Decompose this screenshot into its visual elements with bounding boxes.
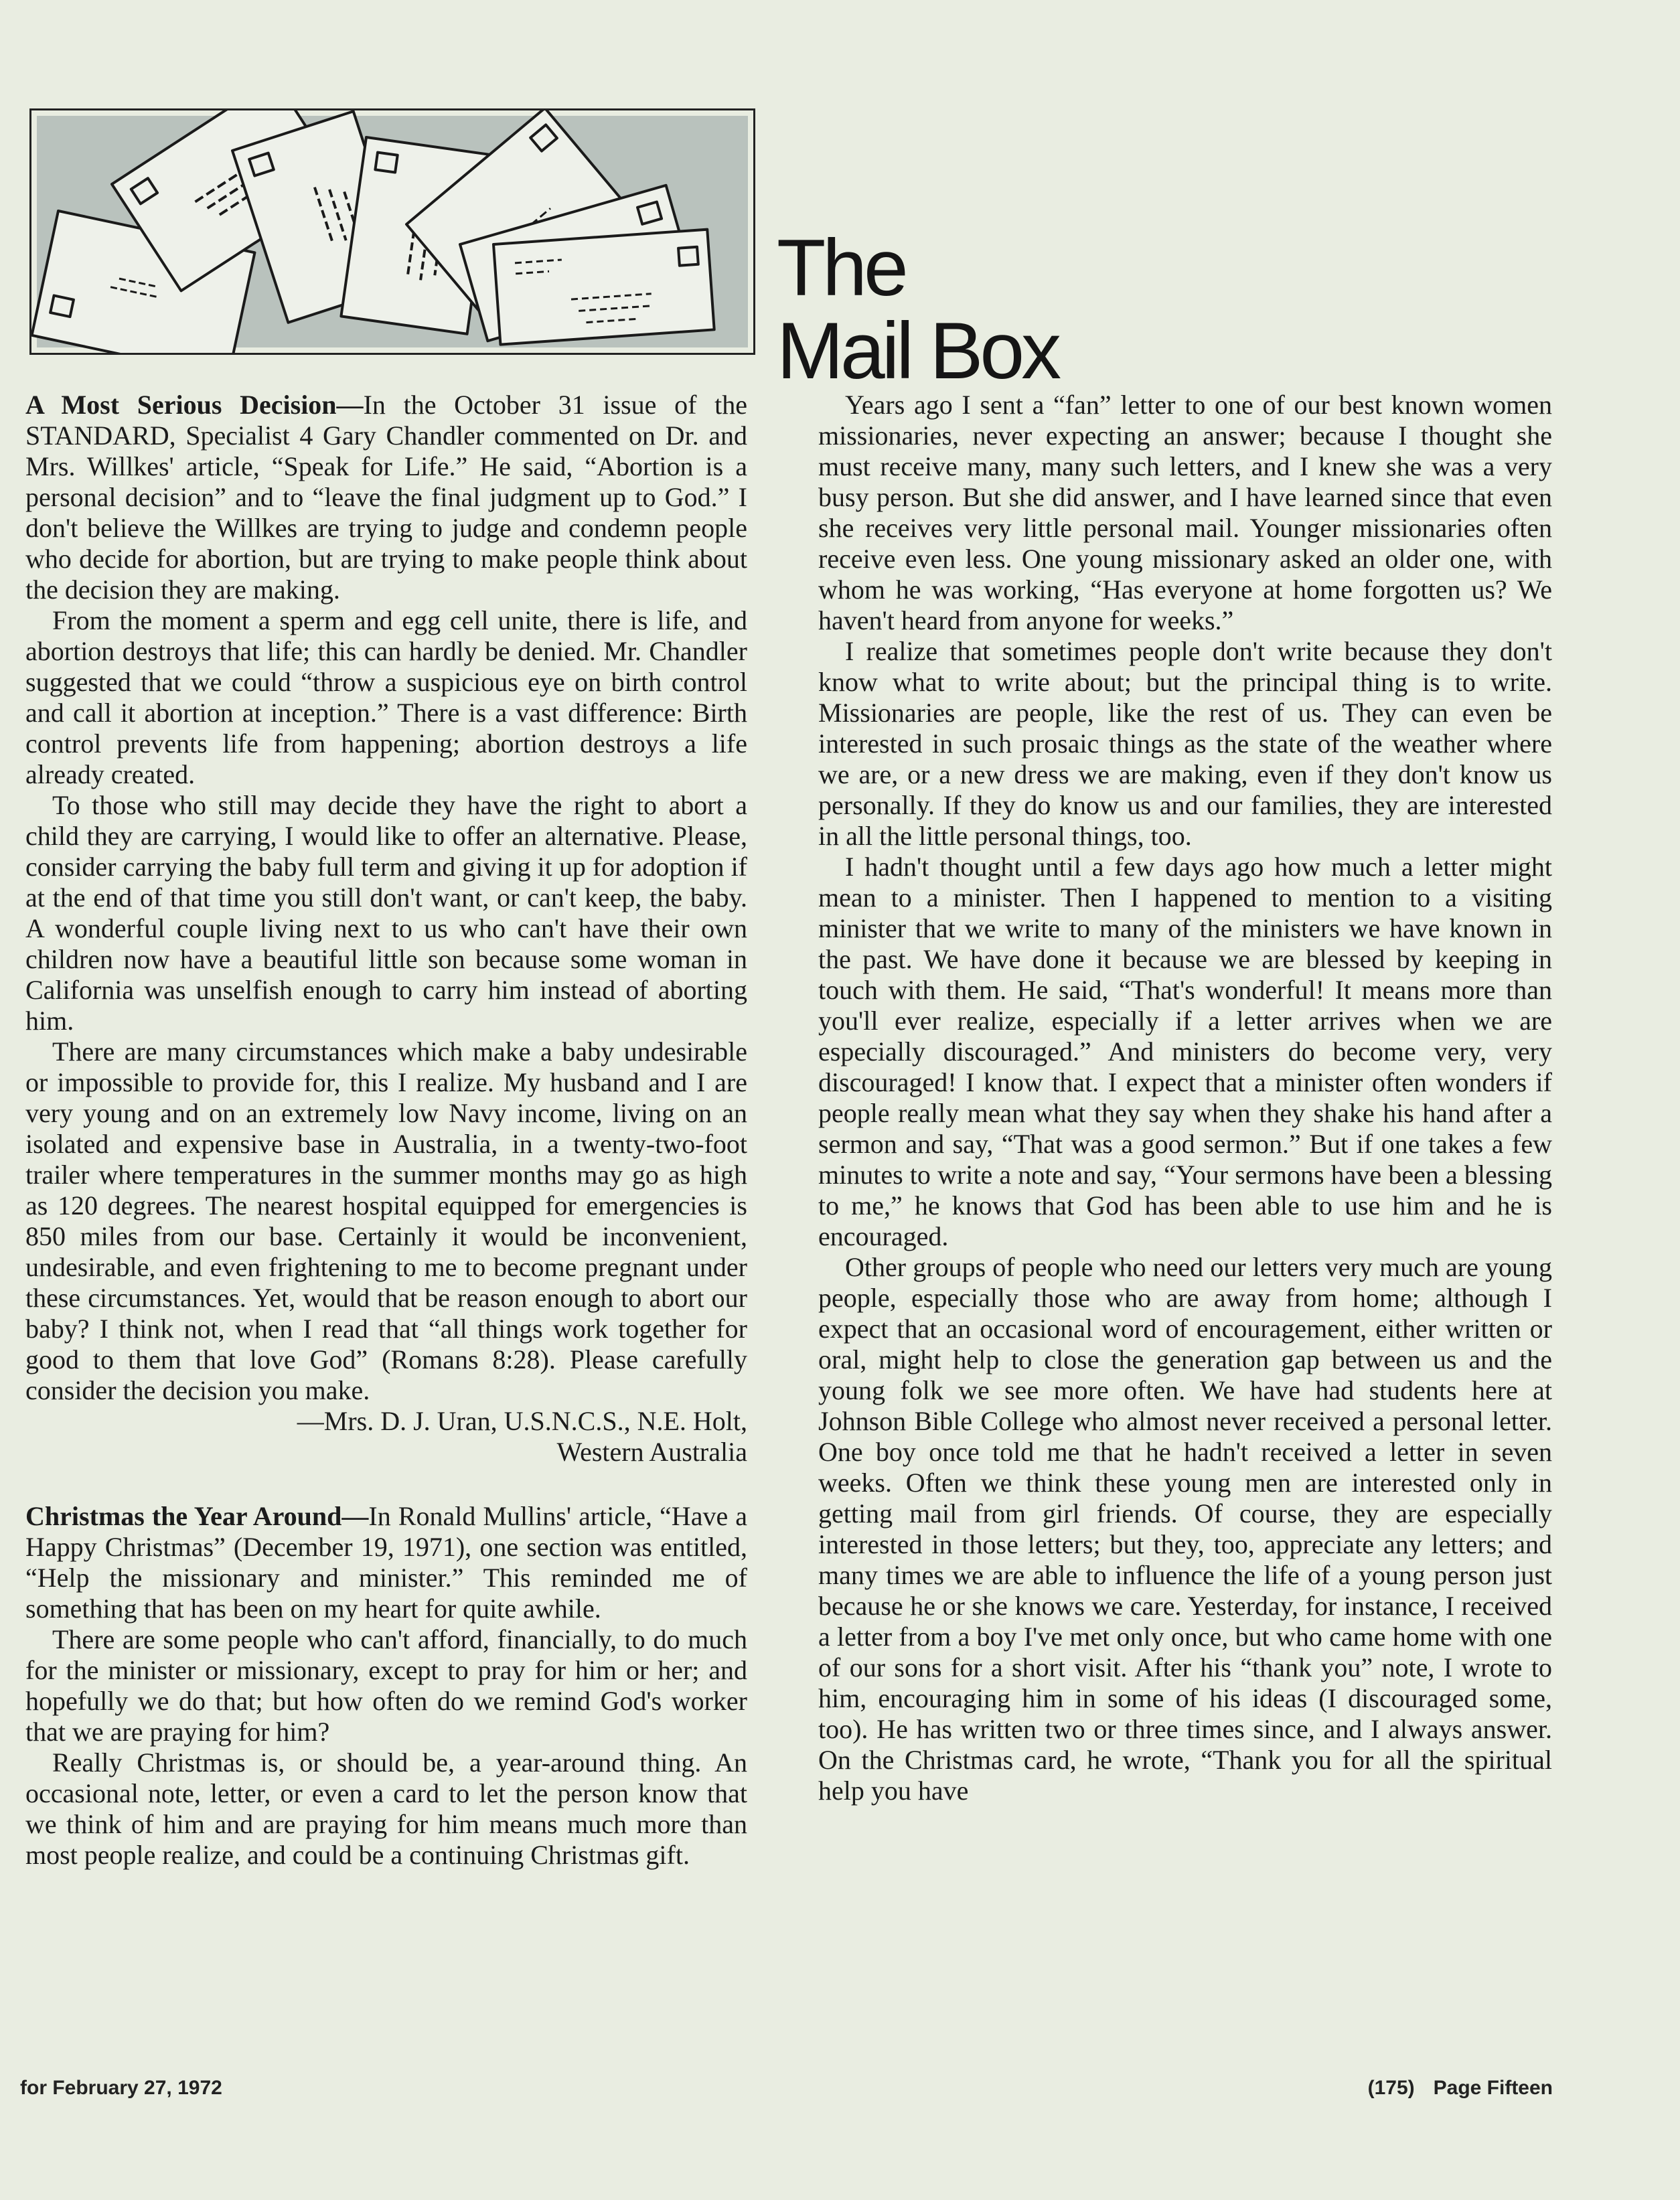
letter-1-paragraph-4: There are many circumstances which make a baby undesirable or impossible to provide for, this I realize. My husband and I are very young and on an extremely low Navy income, living on an isolated and expensive base in Australia, in a twenty-two-foot trailer where temperatures in the summer months may go as high as 120 degrees. The nearest hospital equipped for emergencies is 850 miles from our base. Certainly it would be inconvenient, undesirable, and even frightening to me to become pregnant under these circumstances. Yet, would that be reason enough to abort our baby? I think not, when I read that “all things work together for good to them that love God” (Romans 8:28). Please carefully consider the decision you make.	[25, 1036, 747, 1405]
footer-page-label: Page Fifteen	[1433, 2077, 1553, 2099]
letter-1-signature-line-1: —Mrs. D. J. Uran, U.S.N.C.S., N.E. Holt,	[297, 1406, 747, 1436]
letter-2-paragraph-1-text: In Ronald Mullins' article, “Have a Happy Christmas” (December 19, 1971), one section was entitled, “Help the missionary and minister.” This reminded me of something that has been on my heart for quite awhile.	[25, 1501, 747, 1624]
section-title	[777, 223, 1178, 396]
footer-page	[1349, 2077, 1553, 2100]
letter-2-paragraph-4: Years ago I sent a “fan” letter to one of our best known women missionaries, never expecting an answer; because I thought she must receive many, many such letters, and I knew she was a very busy person. But she did answer, and I have learned since that even she receives very little personal mail. Younger missionaries often receive even less. One young missionary asked an older one, with whom he was working, “Has everyone at home forgotten us? We haven't heard from anyone for weeks.”	[818, 390, 1552, 635]
title-line-1: The	[777, 223, 905, 313]
letter-separator	[25, 1468, 747, 1501]
letter-2-paragraph-1	[25, 1501, 747, 1624]
letter-1-signature-line-2: Western Australia	[556, 1437, 747, 1467]
letter-2-paragraph-2: There are some people who can't afford, financially, to do much for the minister or missionary, except to pray for him or her; and hopefully we do that; but how often do we remind God's worker that we are praying for him?	[25, 1624, 747, 1747]
envelopes-illustration	[29, 108, 755, 355]
letter-2-paragraph-5: I realize that sometimes people don't write because they don't know what to write about; but the principal thing is to write. Missionaries are people, like the rest of us. They can even be interested in such prosaic things as the state of the weather where we are, or a new dress we are making, even if they don't know us personally. If they do know us and our families, they are interested in all the little personal things, too.	[818, 636, 1552, 851]
letter-2-paragraph-6: I hadn't thought until a few days ago how much a letter might mean to a minister. Then I happened to mention to a visiting minister that we write to many of the ministers we have known in the past. We have done it because we are blessed by keeping in touch with them. He said, “That's wonderful! It means more than you'll ever realize, especially if a letter arrives when we are especially discouraged.” And ministers do become very, very discouraged! I know that. I expect that a minister often wonders if people really mean what they say when they shake his hand after a sermon and say, “That was a good sermon.” But if one takes a few minutes to write a note and say, “Your sermons have been a blessing to me,” he knows that God has been able to use him and he is encouraged.	[818, 852, 1552, 1251]
envelopes-drawing	[31, 110, 753, 353]
letter-1-paragraph-2: From the moment a sperm and egg cell unite, there is life, and abortion destroys that life; this can hardly be denied. Mr. Chandler suggested that we could “throw a suspicious eye on birth control and call it abortion at inception.” There is a vast difference: Birth control prevents life from happening; abortion destroys a life already created.	[25, 605, 747, 789]
letter-2-paragraph-7: Other groups of people who need our letters very much are young people, especially those who are away from home; although I expect that an occasional word of encouragement, either written or oral, might help to close the generation gap between us and the young folk we see more often. We have had students here at Johnson Bible College who almost never received a personal letter. One boy once told me that he hadn't received a letter in seven weeks. Often we think these young men are interested only in getting mail from girl friends. Of course, they are especially interested in those letters; but they, too, appreciate any letters; and many times we are able to influence the life of a young person just because he or she knows we care. Yesterday, for instance, I received a letter from a boy I've met only once, but who came home with one of our sons for a short visit. After his “thank you” note, I wrote to him, encouraging him in some of his ideas (I discouraged some, too). He has written two or three times since, and I always answer. On the Christmas card, he wrote, “Thank you for all the spiritual help you have	[818, 1252, 1552, 1806]
right-column	[818, 390, 1552, 1806]
letter-1-heading: A Most Serious Decision—	[25, 390, 364, 420]
letter-1-signature	[25, 1406, 747, 1468]
letter-2-paragraph-3: Really Christmas is, or should be, a year-around thing. An occasional note, letter, or even a card to let the person know that we think of him and are praying for him means much more than most people realize, and could be a continuing Christmas gift.	[25, 1747, 747, 1870]
title-line-2: Mail Box	[777, 306, 1059, 396]
letter-1-paragraph-1-text: In the October 31 issue of the STANDARD, Specialist 4 Gary Chandler commented on Dr. and Mrs. Willkes' article, “Speak for Life.” He said, “Abortion is a personal decision” and to “leave the final judgment up to God.” I don't believe the Willkes are trying to judge and condemn people who decide for abortion, but are trying to make people think about the decision they are making.	[25, 390, 748, 605]
letter-1-paragraph-3: To those who still may decide they have the right to abort a child they are carrying, I would like to offer an alternative. Please, consider carrying the baby full term and giving it up for adoption if at the end of that time you still don't want, or can't keep, the baby. A wonderful couple living next to us who can't have their own children now have a beautiful little son because some woman in California was unselfish enough to carry him instead of aborting him.	[25, 790, 747, 1036]
footer-date: for February 27, 1972	[20, 2077, 222, 2099]
letter-1-paragraph-1	[25, 390, 747, 605]
letter-2-heading: Christmas the Year Around—	[25, 1501, 369, 1531]
left-column	[25, 390, 747, 1871]
footer-page-code: (175)	[1367, 2077, 1415, 2099]
